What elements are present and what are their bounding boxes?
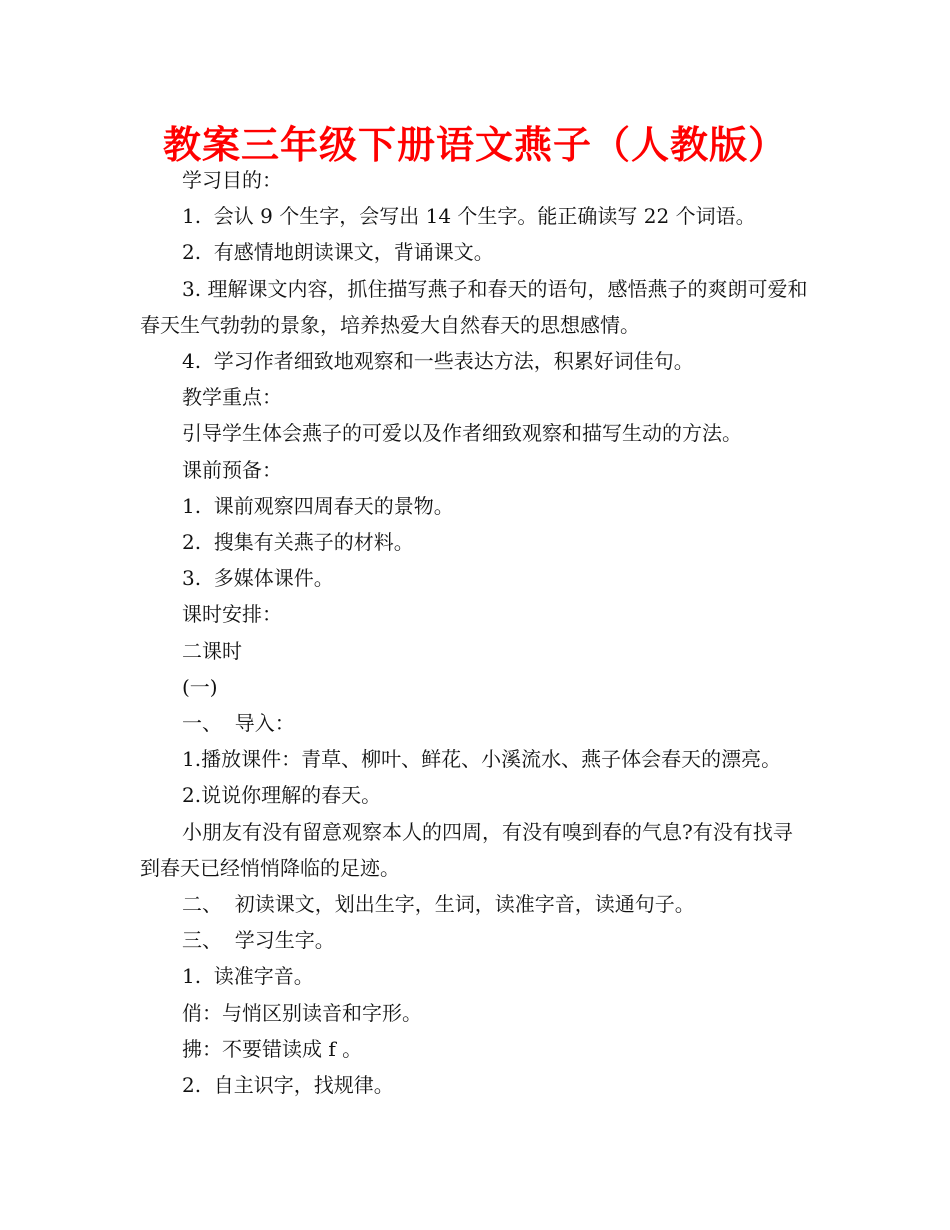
paragraph: 3. 理解课文内容，抓住描写燕子和春天的语句，感悟燕子的爽朗可爱和春天生气勃勃的景象，培养热爱大自然春天的思想感情。	[140, 276, 808, 337]
paragraph: 课前预备：	[182, 457, 282, 482]
paragraph: 3. 多媒体课件。	[182, 566, 334, 591]
paragraph: 4. 学习作者细致地观察和一些表达方法，积累好词佳句。	[182, 349, 694, 374]
paragraph: 2. 搜集有关燕子的材料。	[182, 530, 414, 555]
paragraph: 课时安排：	[182, 602, 282, 627]
paragraph: 俏：与悄区别读音和字形。	[182, 1000, 422, 1025]
document-title: 教案三年级下册语文燕子（人教版）	[162, 123, 787, 167]
paragraph: 小朋友有没有留意观察本人的四周，有没有嗅到春的气息?有没有找寻到春天已经悄悄降临的足迹。	[140, 819, 793, 880]
paragraph: 教学重点：	[182, 385, 282, 410]
paragraph: 二、 初读课文，划出生字，生词，读准字音，读通句子。	[182, 892, 695, 917]
paragraph: 1. 读准字音。	[182, 964, 314, 989]
paragraph: 引导学生体会燕子的可爱以及作者细致观察和描写生动的方法。	[182, 421, 742, 446]
paragraph: 2.说说你理解的春天。	[182, 783, 382, 808]
paragraph: 一、 导入：	[182, 711, 295, 736]
paragraph: (一)	[182, 674, 218, 699]
paragraph: 1. 课前观察四周春天的景物。	[182, 493, 454, 518]
paragraph: 三、 学习生字。	[182, 928, 335, 953]
paragraph: 2. 自主识字，找规律。	[182, 1073, 394, 1098]
paragraph: 1. 会认 9 个生字，会写出 14 个生字。能正确读写 22 个词语。	[182, 204, 756, 229]
document-body	[140, 162, 812, 1103]
paragraph: 二课时	[182, 638, 242, 663]
paragraph: 拂：不要错读成 f 。	[182, 1036, 363, 1061]
paragraph: 学习目的：	[182, 168, 282, 192]
paragraph: 2. 有感情地朗读课文，背诵课文。	[182, 240, 494, 265]
paragraph: 1.播放课件：青草、柳叶、鲜花、小溪流水、燕子体会春天的漂亮。	[182, 747, 782, 772]
